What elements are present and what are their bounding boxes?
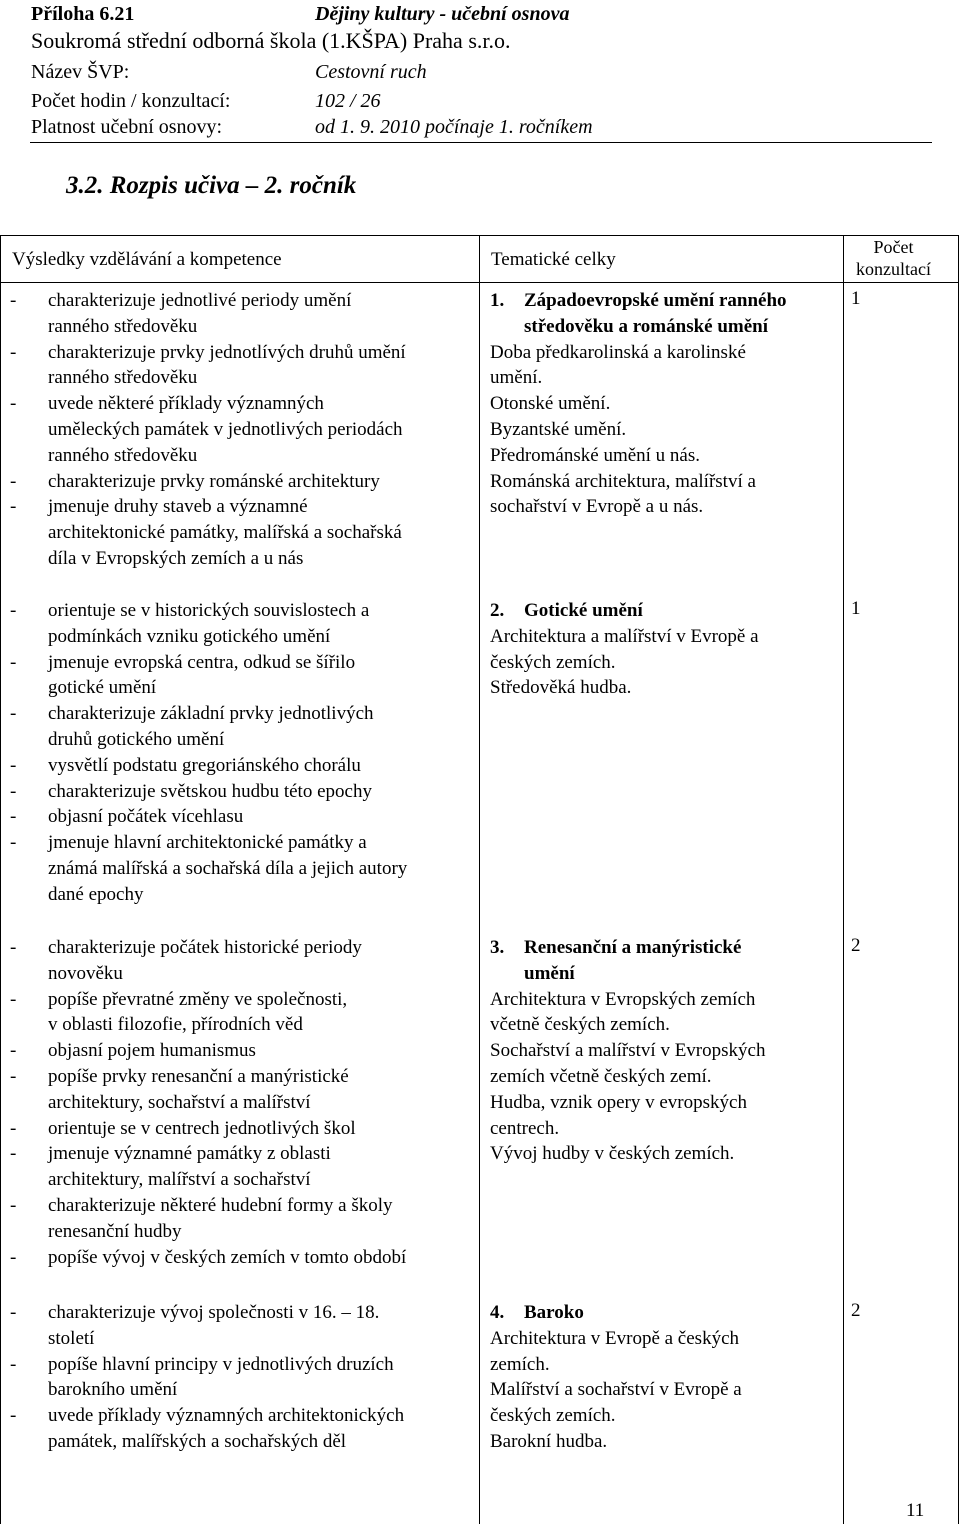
topic-content-line: zemích včetně českých zemí. (490, 1065, 712, 1087)
bullet-dash: - (10, 290, 17, 311)
topic-cell (490, 935, 765, 1167)
outcome-line: charakterizuje jednotlivé periody umění (48, 290, 352, 311)
bullet-dash: - (10, 393, 17, 415)
outcome-line: uvede příklady významných architektonických (48, 1405, 405, 1427)
section-title: 3.2. Rozpis učiva – 2. ročník (66, 172, 357, 199)
outcome-line: uvede některé příklady významných (48, 393, 324, 415)
outcome-item (0, 1064, 406, 1116)
outcome-line: jmenuje druhy staveb a významné (48, 496, 308, 518)
outcome-line: charakterizuje základní prvky jednotlivých (48, 703, 374, 725)
outcome-line: architektonické památky, malířská a sochařská (48, 522, 402, 544)
consultation-count: 1 (851, 598, 861, 619)
attachment-number: Příloha 6.21 (31, 3, 135, 25)
outcome-line: vysvětlí podstatu gregoriánského chorálu (48, 754, 361, 776)
bullet-dash: - (10, 1194, 17, 1216)
bullet-dash: - (10, 600, 17, 621)
topic-cell (490, 288, 787, 520)
topic-title-continuation: umění (524, 962, 575, 984)
topic-number: 1. (490, 290, 505, 311)
header-divider (30, 142, 932, 143)
topic-content-line: včetně českých zemích. (490, 1014, 670, 1036)
table-border-right (958, 235, 959, 1524)
outcome-line: barokního umění (48, 1379, 178, 1401)
outcome-line: charakterizuje světskou hudbu této epochy (48, 780, 372, 802)
outcome-line: popíše prvky renesanční a manýristické (48, 1065, 349, 1087)
outcome-item (0, 1403, 404, 1455)
table-divider-col1 (479, 235, 480, 1524)
attachment-label (31, 2, 570, 26)
hours-label: Počet hodin / konzultací: (31, 90, 231, 112)
topic-content-line: českých zemích. (490, 1405, 616, 1427)
outcome-line: renesanční hudby (48, 1220, 182, 1242)
bullet-dash: - (10, 1143, 17, 1165)
outcome-line: novověku (48, 962, 123, 984)
outcome-line: jmenuje hlavní architektonické památky a (48, 832, 367, 854)
outcome-item (0, 830, 407, 907)
bullet-dash: - (10, 1065, 17, 1087)
bullet-dash: - (10, 470, 17, 492)
topic-content-line: Středověká hudba. (490, 677, 632, 699)
topic-content-line: Předrománské umění u nás. (490, 444, 701, 466)
outcome-line: objasní počátek vícehlasu (48, 806, 244, 828)
outcome-item (0, 935, 406, 987)
bullet-dash: - (10, 937, 17, 958)
outcomes-cell (0, 1300, 404, 1455)
svp-row (31, 60, 427, 84)
topic-content-line: českých zemích. (490, 651, 616, 673)
column-header-outcomes: Výsledky vzdělávání a kompetence (12, 249, 282, 270)
bullet-dash: - (10, 780, 17, 802)
bullet-dash: - (10, 754, 17, 776)
outcome-line: jmenuje významné památky z oblasti (48, 1143, 331, 1165)
topic-content-line: centrech. (490, 1117, 560, 1139)
topic-content-line: Vývoj hudby v českých zemích. (490, 1143, 735, 1165)
outcome-line: dané epochy (48, 883, 144, 905)
outcome-line: orientuje se v centrech jednotlivých škol (48, 1117, 356, 1139)
outcome-item (0, 288, 406, 340)
topic-content-line: Malířství a sochařství v Evropě a (490, 1379, 742, 1401)
hours-row (31, 89, 381, 113)
outcome-line: objasní pojem humanismus (48, 1040, 256, 1062)
column-header-count-line2: konzultací (856, 259, 931, 279)
topic-title-text: Gotické umění (524, 600, 643, 621)
outcome-item (0, 1193, 406, 1245)
topic-cell (490, 1300, 742, 1455)
topic-cell (490, 598, 759, 701)
school-name: Soukromá střední odborná škola (1.KŠPA) Praha s.r.o. (31, 28, 511, 53)
topic-title (490, 598, 759, 624)
outcome-item (0, 1116, 406, 1142)
bullet-dash: - (10, 496, 17, 518)
bullet-dash: - (10, 988, 17, 1010)
course-title: Dějiny kultury - učební osnova (315, 3, 570, 25)
outcome-item (0, 1245, 406, 1271)
topic-number: 4. (490, 1302, 505, 1323)
bullet-dash: - (10, 1117, 17, 1139)
outcome-item (0, 598, 407, 650)
outcomes-cell (0, 935, 406, 1270)
topic-title-text: Renesanční a manýristické (524, 937, 742, 958)
outcome-item (0, 1352, 404, 1404)
outcome-line: století (48, 1327, 95, 1349)
topic-content-line: Architektura a malířství v Evropě a (490, 625, 759, 647)
outcome-line: jmenuje evropská centra, odkud se šířilo (48, 651, 356, 673)
outcome-item (0, 1141, 406, 1193)
outcome-line: v oblasti filozofie, přírodních věd (48, 1014, 303, 1036)
outcome-line: památek, malířských a sochařských děl (48, 1430, 347, 1452)
topic-content-line: Architektura v Evropských zemích (490, 988, 756, 1010)
outcome-line: orientuje se v historických souvislostech a (48, 600, 370, 621)
bullet-dash: - (10, 1040, 17, 1062)
topic-title-continuation: středověku a románské umění (524, 315, 769, 337)
topic-number: 3. (490, 937, 505, 958)
hours-value: 102 / 26 (315, 90, 381, 112)
bullet-dash: - (10, 341, 17, 363)
column-header-count (856, 236, 931, 280)
table-header-divider (0, 282, 959, 283)
bullet-dash: - (10, 1353, 17, 1375)
topic-title (490, 935, 765, 961)
consultation-count: 2 (851, 935, 861, 956)
outcome-item (0, 469, 406, 495)
outcome-line: díla v Evropských zemích a u nás (48, 547, 304, 569)
topic-content-line: Hudba, vznik opery v evropských (490, 1091, 747, 1113)
topic-content-line: Sochařství a malířství v Evropských (490, 1040, 766, 1062)
outcomes-cell (0, 598, 407, 908)
outcome-item (0, 804, 407, 830)
page-number: 11 (906, 1500, 925, 1521)
bullet-dash: - (10, 832, 17, 854)
outcome-item (0, 779, 407, 805)
consultation-count: 1 (851, 288, 861, 309)
outcome-item (0, 650, 407, 702)
outcome-item (0, 340, 406, 392)
topic-title (490, 1300, 742, 1326)
outcome-line: ranného středověku (48, 444, 198, 466)
outcome-line: charakterizuje prvky jednotlívých druhů umění (48, 341, 406, 363)
outcome-line: charakterizuje vývoj společnosti v 16. – 18. (48, 1302, 380, 1323)
topic-content-line: Barokní hudba. (490, 1430, 608, 1452)
outcome-item (0, 1038, 406, 1064)
outcome-line: architektury, sochařství a malířství (48, 1091, 311, 1113)
outcome-line: charakterizuje počátek historické periody (48, 937, 362, 958)
outcome-line: popíše vývoj v českých zemích v tomto období (48, 1246, 407, 1268)
bullet-dash: - (10, 1405, 17, 1427)
topic-content-line: zemích. (490, 1353, 550, 1375)
column-header-topics: Tematické celky (491, 249, 616, 270)
topic-content-line: Doba předkarolinská a karolinské (490, 341, 746, 363)
table-border-top (0, 235, 959, 236)
bullet-dash: - (10, 703, 17, 725)
svp-label: Název ŠVP: (31, 61, 130, 83)
outcome-line: podmínkách vzniku gotického umění (48, 625, 331, 647)
topic-content-line: Otonské umění. (490, 393, 611, 415)
column-header-count-line1: Počet (873, 237, 914, 257)
bullet-dash: - (10, 806, 17, 828)
outcome-line: známá malířská a sochařská díla a jejich autory (48, 857, 408, 879)
topic-title (490, 288, 787, 314)
topic-content-line: sochařství v Evropě a u nás. (490, 496, 704, 518)
bullet-dash: - (10, 1302, 17, 1323)
outcome-item (0, 753, 407, 779)
table-divider-col2 (843, 235, 844, 1524)
outcome-item (0, 987, 406, 1039)
outcome-line: charakterizuje prvky románské architektury (48, 470, 380, 492)
outcome-line: druhů gotického umění (48, 728, 225, 750)
svp-value: Cestovní ruch (315, 61, 427, 83)
outcome-line: ranného středověku (48, 367, 198, 389)
topic-title-text: Západoevropské umění ranného (524, 290, 787, 311)
outcome-line: popíše hlavní principy v jednotlivých druzích (48, 1353, 394, 1375)
topic-content-line: Románská architektura, malířství a (490, 470, 756, 492)
outcome-line: architektury, malířství a sochařství (48, 1169, 311, 1191)
outcome-line: charakterizuje některé hudební formy a školy (48, 1194, 393, 1216)
topic-content-line: Architektura v Evropě a českých (490, 1327, 740, 1349)
topic-number: 2. (490, 600, 505, 621)
validity-value: od 1. 9. 2010 počínaje 1. ročníkem (315, 116, 593, 138)
bullet-dash: - (10, 1246, 17, 1268)
outcome-item (0, 391, 406, 468)
topic-title-text: Baroko (524, 1302, 584, 1323)
topic-content-line: umění. (490, 367, 543, 389)
topic-content-line: Byzantské umění. (490, 418, 627, 440)
outcome-line: uměleckých památek v jednotlivých periodách (48, 418, 403, 440)
outcome-item (0, 494, 406, 571)
consultation-count: 2 (851, 1300, 861, 1321)
validity-row (31, 115, 593, 139)
outcome-line: gotické umění (48, 677, 157, 699)
outcome-item (0, 701, 407, 753)
outcome-line: popíše převratné změny ve společnosti, (48, 988, 348, 1010)
outcome-line: ranného středověku (48, 315, 198, 337)
outcomes-cell (0, 288, 406, 572)
validity-label: Platnost učební osnovy: (31, 116, 223, 138)
outcome-item (0, 1300, 404, 1352)
bullet-dash: - (10, 651, 17, 673)
